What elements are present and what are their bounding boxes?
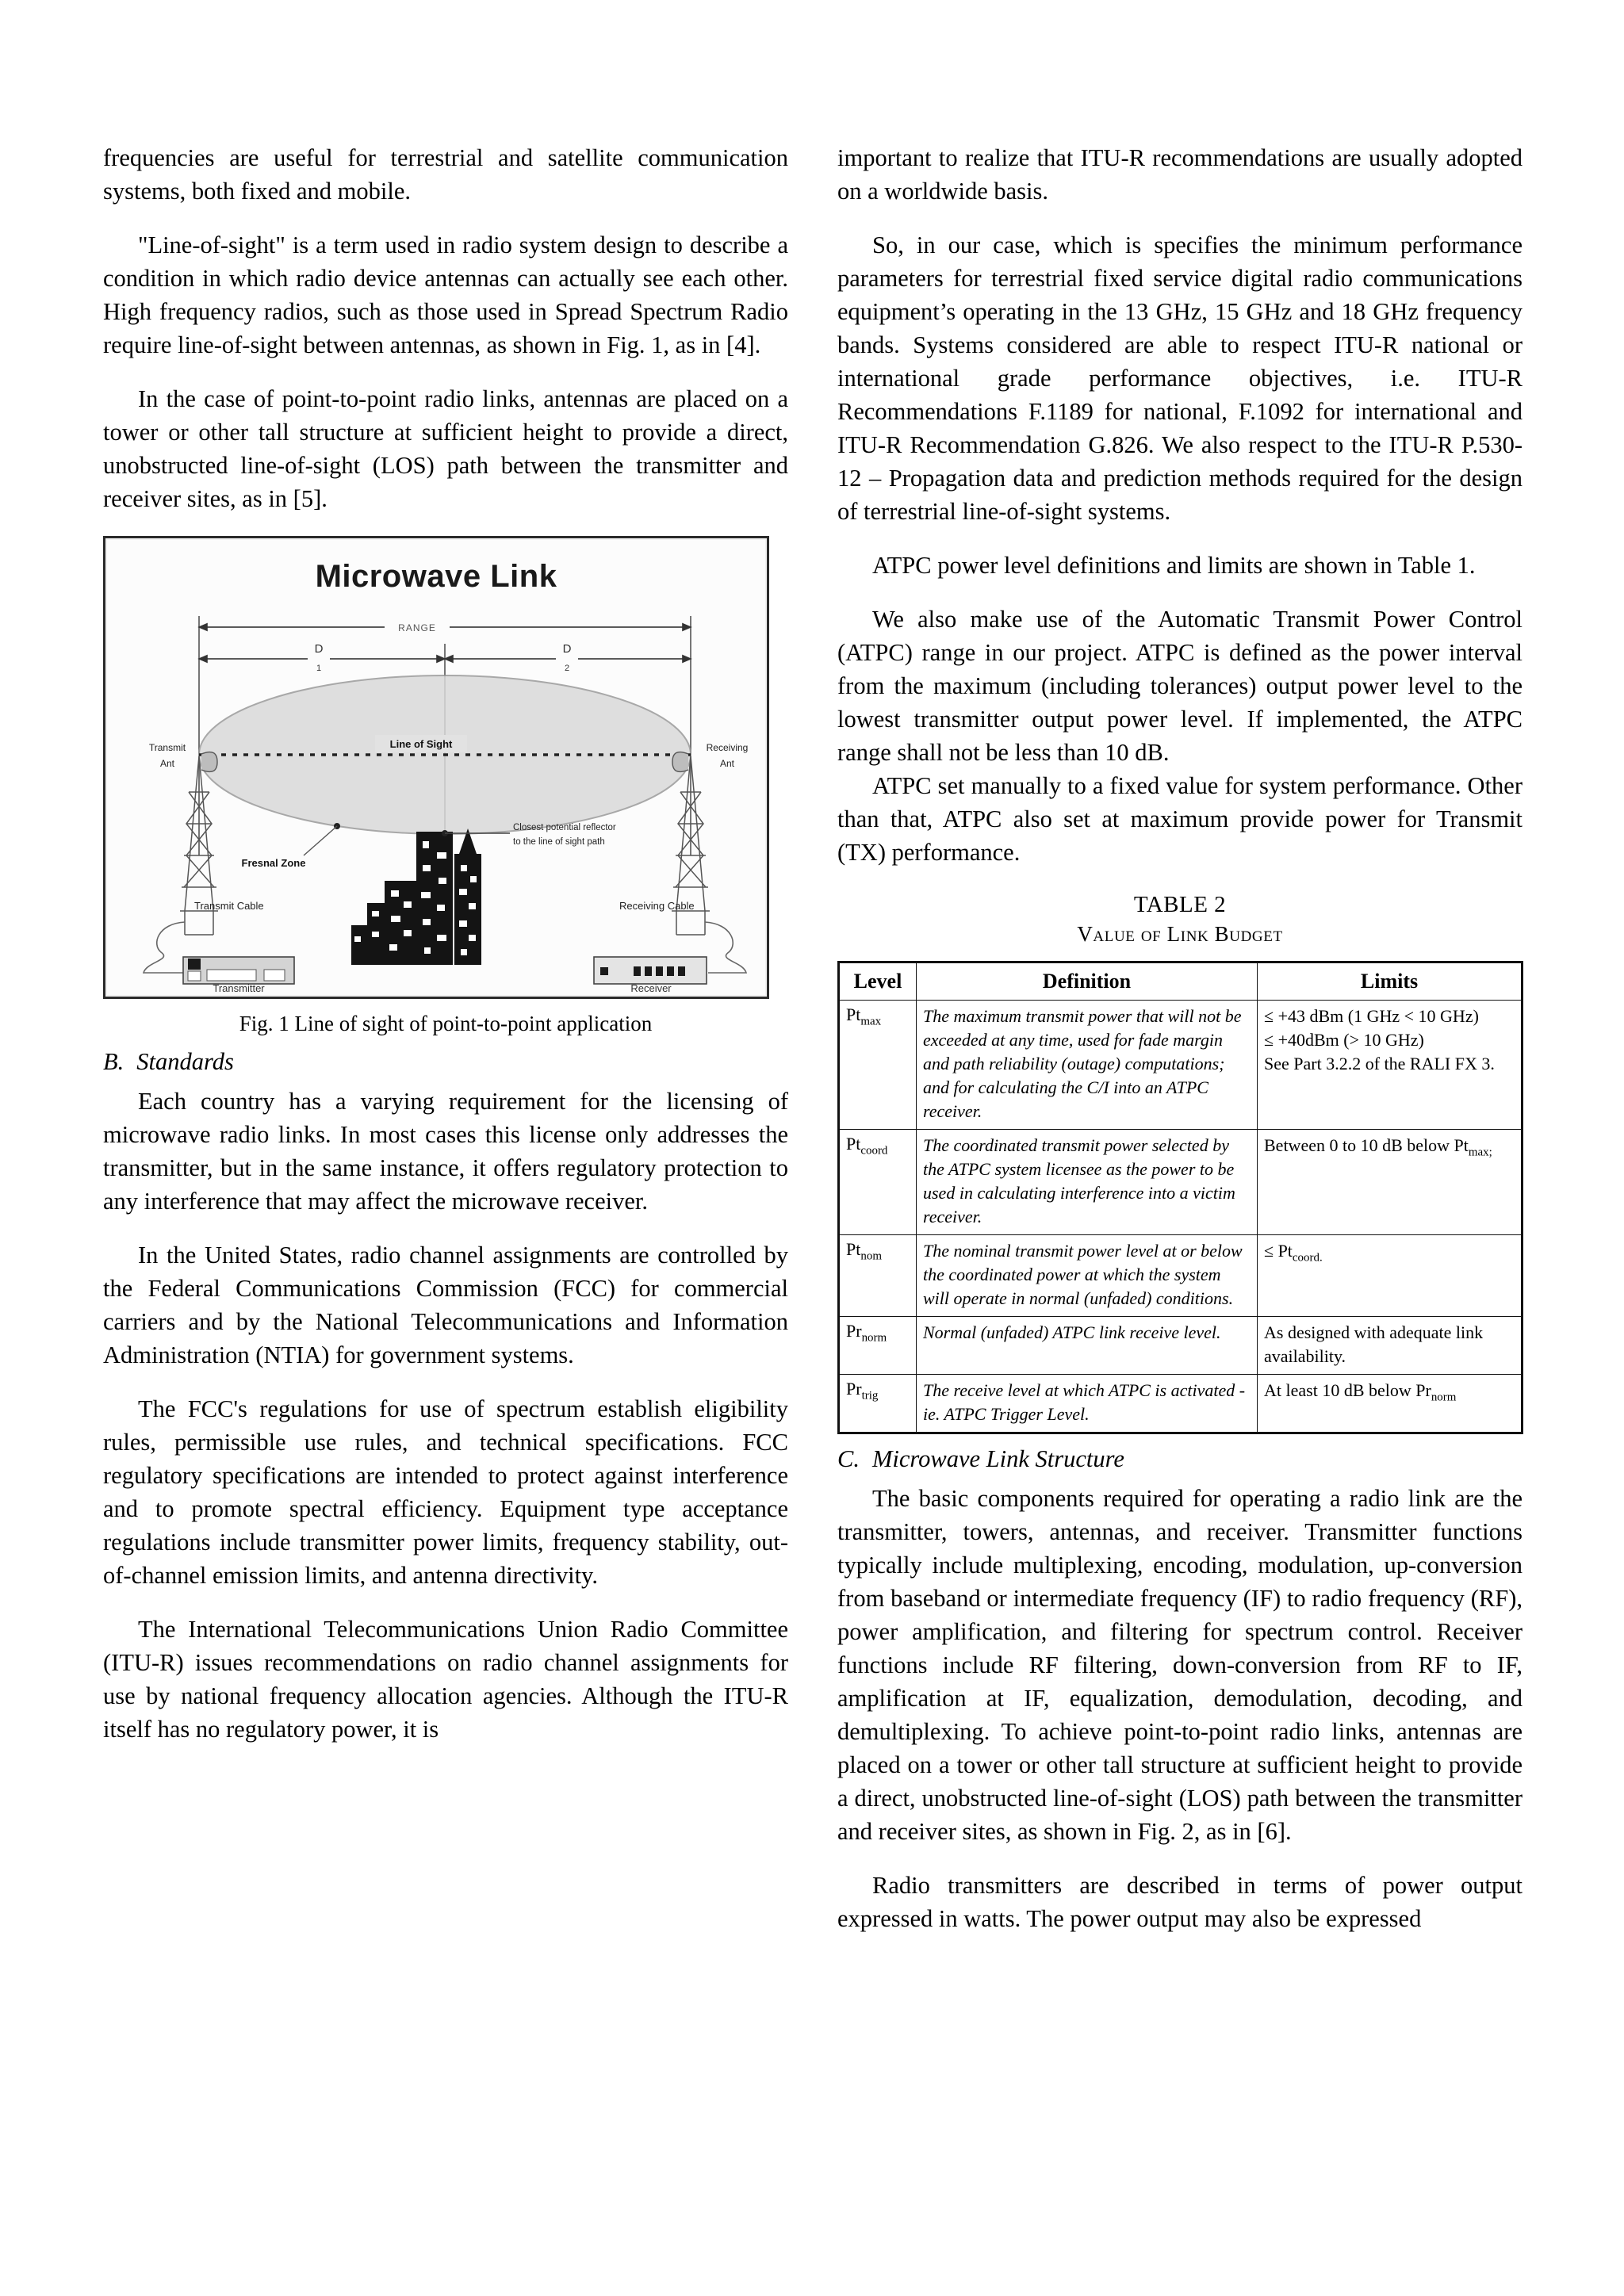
figure-1-image [103, 536, 769, 999]
cell-limits: As designed with adequate link availability. [1258, 1317, 1522, 1375]
column-header-limits: Limits [1258, 962, 1522, 1001]
cell-level: $Pr_{norm}$ [839, 1317, 917, 1375]
svg-text:1: 1 [316, 664, 322, 673]
cell-level: $Pt_{max}$ [839, 1001, 917, 1130]
cell-limits: ≤ +43 dBm (1 GHz < 10 GHz) ≤ +40dBm (> 10 GHz) See Part 3.2.2 of the RALI FX 3. [1258, 1001, 1522, 1130]
right-column [837, 141, 1522, 1956]
figure-caption: Fig. 1 Line of sight of point-to-point application [239, 1012, 653, 1035]
table-row [839, 1235, 1522, 1317]
svg-text:Receiving Cable: Receiving Cable [619, 900, 695, 912]
two-column-layout [103, 141, 1522, 1956]
cell-limits: ≤ $Pt_{coord.}$ [1258, 1235, 1522, 1317]
svg-text:RANGE: RANGE [398, 622, 436, 633]
svg-text:to the line of sight path: to the line of sight path [513, 837, 605, 847]
table-number: TABLE 2 [1133, 892, 1227, 917]
svg-text:D: D [562, 642, 572, 656]
paragraph-itu-r: The International Telecommunications Union Radio Committee (ITU-R) issues recommendations on radio channel assignments for use by national frequency allocation agencies. Although the ITU-R itself has no regulatory power, it is [103, 1616, 788, 1743]
table-row [839, 1375, 1522, 1433]
svg-text:Line of Sight: Line of Sight [389, 738, 453, 750]
cell-limits: At least 10 dB below $Pr_{norm}$ [1258, 1375, 1522, 1433]
svg-text:Transmit: Transmit [148, 742, 186, 753]
paragraph-atpc-manual: ATPC set manually to a fixed value for system performance. Other than that, ATPC also set at maximum provide power for Transmit (TX) performance. [837, 772, 1522, 866]
paragraph-so-in-our-case: So, in our case, which is specifies the minimum performance parameters for terrestrial fixed service digital radio communications equipment’s operating in the 13 GHz, 15 GHz and 18 GHz frequency bands. Systems considered are able to respect ITU-R national or international grade performance objectives, i.e. ITU-R Recommendations F.1189 for national, F.1092 for international and ITU-R Recommendation G.826. We also respect to the ITU-R P.530-12 – Propagation data and prediction methods required for the design of terrestrial line-of-sight systems. [837, 232, 1522, 525]
paragraph-each-country: Each country has a varying requirement for the licensing of microwave radio links. In most cases this license only addresses the transmitter, but in the same instance, it offers regulatory protection to any interference that may affect the microwave receiver. [103, 1088, 788, 1215]
svg-text:Closest potential reflector: Closest potential reflector [513, 823, 616, 832]
paragraph-atpc-table-ref: ATPC power level definitions and limits are shown in Table 1. [872, 552, 1476, 579]
paragraph-fcc-regulations: The FCC's regulations for use of spectrum establish eligibility rules, permissible use rules, and technical specifications. FCC regulatory specifications are intended to protect against interference and to promote spectral efficiency. Equipment type acceptance regulations include transmitter power limits, frequency stability, out-of-channel emission limits, and antenna directivity. [103, 1395, 788, 1589]
paragraph-continuation: frequencies are useful for terrestrial and satellite communication systems, both fixed and mobile. [103, 144, 788, 205]
microwave-link-diagram [105, 538, 762, 992]
section-b-title: Standards [136, 1048, 234, 1075]
paragraph-radio-transmitters: Radio transmitters are described in terms of power output expressed in watts. The power output may also be expressed [837, 1872, 1522, 1932]
column-header-definition: Definition [917, 962, 1258, 1001]
cell-level: $Pt_{nom}$ [839, 1235, 917, 1317]
svg-text:Receiver: Receiver [630, 982, 672, 992]
table-title: Value of Link Budget [1077, 922, 1283, 946]
table-row [839, 1001, 1522, 1130]
svg-text:Ant: Ant [159, 758, 175, 769]
cell-definition: The maximum transmit power that will not be exceeded at any time, used for fade margin and path reliability (outage) computations; and for calculating the C/I into an ATPC receiver. [917, 1001, 1258, 1130]
svg-text:D: D [314, 642, 324, 656]
section-b-label: B. [103, 1048, 124, 1075]
section-heading-b [103, 1045, 788, 1078]
table-row [839, 1130, 1522, 1235]
left-column [103, 141, 788, 1956]
svg-text:Receiving: Receiving [706, 742, 749, 753]
figure-title: Microwave Link [315, 559, 557, 594]
table-header-row [839, 962, 1522, 1001]
paragraph-atpc-range: We also make use of the Automatic Transmit Power Control (ATPC) range in our project. ATPC is defined as the power interval from the maximum (including tolerances) output power level to the lowest transmitter output power level. If implemented, the ATPC range shall not be less than 10 dB. [837, 606, 1522, 766]
section-c-title: Microwave Link Structure [871, 1445, 1124, 1472]
cell-level: $Pt_{coord}$ [839, 1130, 917, 1235]
cell-level: $Pr_{trig}$ [839, 1375, 917, 1433]
svg-text:Ant: Ant [719, 758, 735, 769]
paragraph-itu-r-continuation: important to realize that ITU-R recommendations are usually adopted on a worldwide basis. [837, 144, 1522, 205]
svg-text:Transmitter: Transmitter [213, 982, 265, 992]
svg-text:Transmit Cable: Transmit Cable [194, 900, 264, 912]
paragraph-united-states: In the United States, radio channel assignments are controlled by the Federal Communications Commission (FCC) for commercial carriers and by the National Telecommunications and Information Administration (NTIA) for government systems. [103, 1242, 788, 1368]
figure-1 [103, 536, 788, 1039]
link-budget-table [837, 961, 1523, 1434]
paragraph-line-of-sight: "Line-of-sight" is a term used in radio system design to describe a condition in which radio device antennas can actually see each other. High frequency radios, such as those used in Spread Spectrum Radio require line-of-sight between antennas, as shown in Fig. 1, as in [4]. [103, 232, 788, 358]
cell-limits: Between 0 to 10 dB below $Pt_{max;}$ [1258, 1130, 1522, 1235]
paragraph-point-to-point: In the case of point-to-point radio links, antennas are placed on a tower or other tall structure at sufficient height to provide a direct, unobstructed line-of-sight (LOS) path between the transmitter and receiver sites, as in [5]. [103, 385, 788, 512]
cell-definition: The receive level at which ATPC is activated - ie. ATPC Trigger Level. [917, 1375, 1258, 1433]
cell-definition: The nominal transmit power level at or below the coordinated power at which the system will operate in normal (unfaded) conditions. [917, 1235, 1258, 1317]
svg-text:2: 2 [564, 664, 570, 673]
column-header-level: Level [839, 962, 917, 1001]
table-row [839, 1317, 1522, 1375]
section-c-label: C. [837, 1445, 860, 1472]
paragraph-basic-components: The basic components required for operating a radio link are the transmitter, towers, antennas, and receiver. Transmitter functions typically include multiplexing, encoding, modulation, up-conversion from baseband or intermediate frequency (IF) to radio frequency (RF), power amplification, and filtering for spectrum control. Receiver functions include RF filtering, down-conversion from RF to IF, amplification at IF, equalization, demodulation, decoding, and demultiplexing. To achieve point-to-point radio links, antennas are placed on a tower or other tall structure at sufficient height to provide a direct, unobstructed line-of-sight (LOS) path between the transmitter and receiver sites, as shown in Fig. 2, as in [6]. [837, 1485, 1522, 1845]
cell-definition: The coordinated transmit power selected by the ATPC system licensee as the power to be used in calculating interference into a victim receiver. [917, 1130, 1258, 1235]
cell-definition: Normal (unfaded) ATPC link receive level. [917, 1317, 1258, 1375]
svg-text:Fresnal Zone: Fresnal Zone [241, 857, 306, 869]
section-heading-c [837, 1442, 1522, 1475]
table-2 [837, 890, 1522, 1434]
